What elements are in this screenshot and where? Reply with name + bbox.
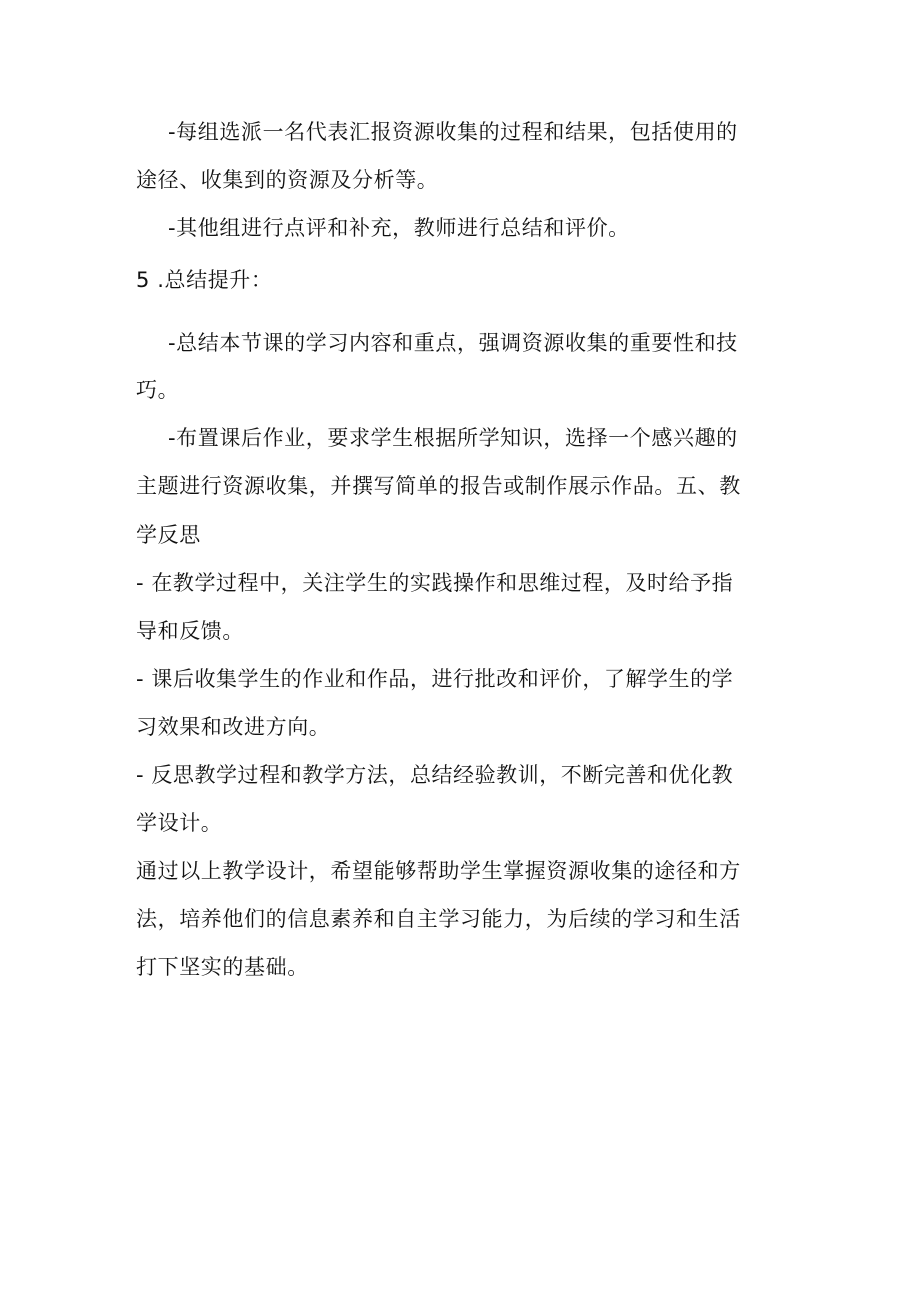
section-heading: 5 .总结提升：	[136, 268, 273, 292]
paragraph-line-8: 学反思	[136, 523, 201, 547]
paragraph-line-17: 打下坚实的基础。	[136, 955, 309, 979]
paragraph-line-6: -布置课后作业，要求学生根据所学知识，选择一个感兴趣的	[168, 426, 738, 450]
paragraph-line-2: 途径、收集到的资源及分析等。	[136, 168, 439, 192]
paragraph-line-15: 通过以上教学设计，希望能够帮助学生掌握资源收集的途径和方	[136, 859, 741, 883]
paragraph-line-16: 法，培养他们的信息素养和自主学习能力，为后续的学习和生活	[136, 907, 741, 931]
paragraph-line-10: 导和反馈。	[136, 619, 244, 643]
paragraph-line-4: -总结本节课的学习内容和重点，强调资源收集的重要性和技	[168, 331, 738, 355]
paragraph-line-7: 主题进行资源收集，并撰写简单的报告或制作展示作品。五、教	[136, 474, 741, 498]
paragraph-line-14: 学设计。	[136, 811, 223, 835]
paragraph-line-12: 习效果和改进方向。	[136, 715, 331, 739]
paragraph-line-11: - 课后收集学生的作业和作品，进行批改和评价，了解学生的学	[136, 667, 734, 691]
paragraph-line-5: 巧。	[136, 378, 180, 402]
paragraph-line-3: -其他组进行点评和补充，教师进行总结和评价。	[168, 216, 630, 240]
paragraph-line-13: - 反思教学过程和教学方法，总结经验教训，不断完善和优化教	[136, 763, 734, 787]
paragraph-line-9: - 在教学过程中，关注学生的实践操作和思维过程，及时给予指	[136, 571, 734, 595]
paragraph-line-1: -每组选派一名代表汇报资源收集的过程和结果，包括使用的	[168, 120, 738, 144]
